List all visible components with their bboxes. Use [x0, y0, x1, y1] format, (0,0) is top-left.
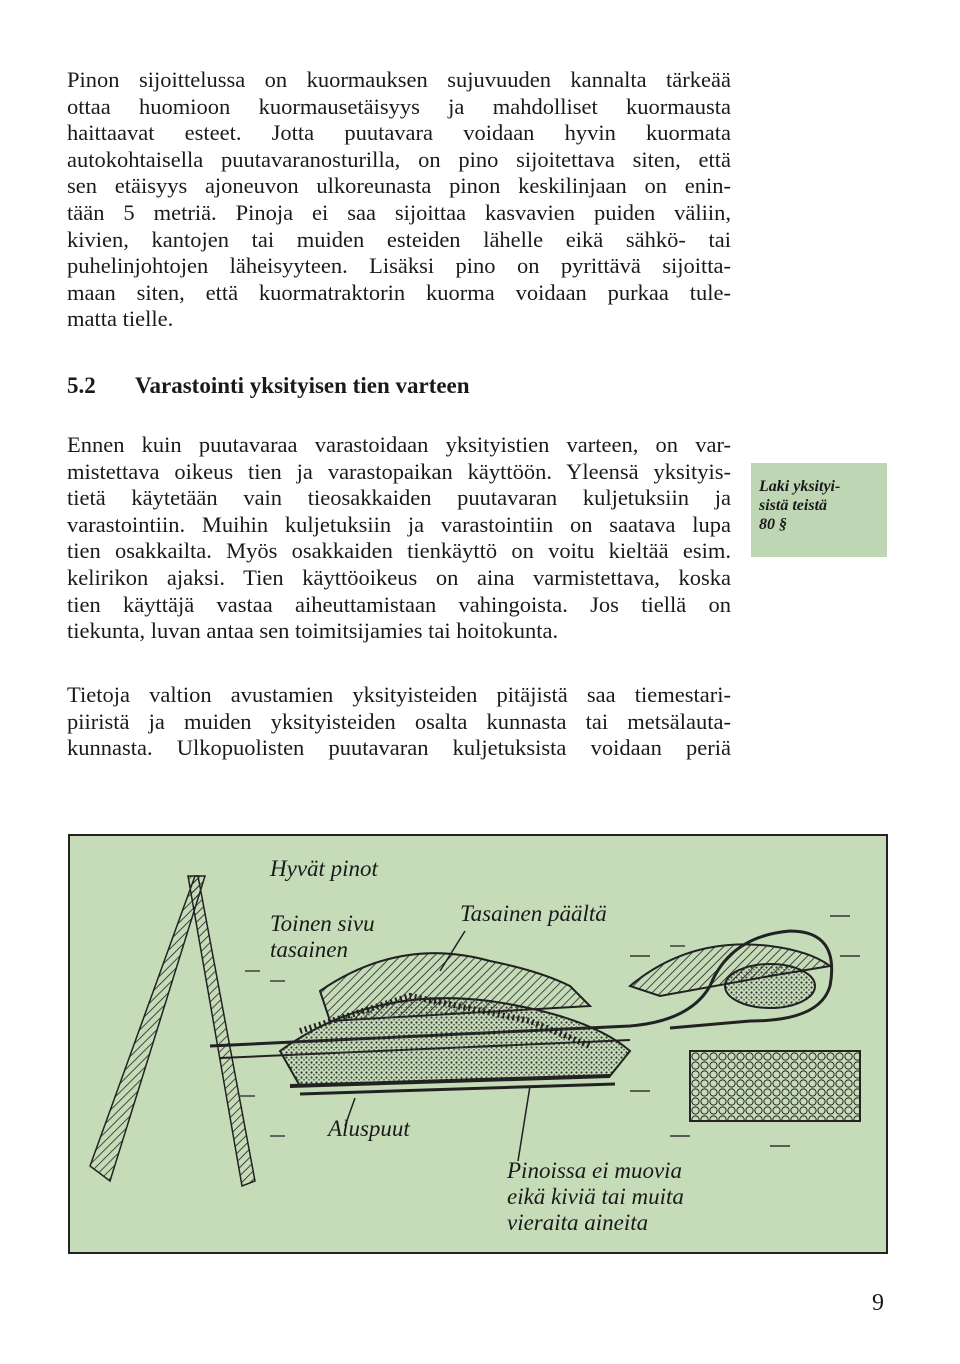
margin-note-line: Laki yksityi-: [759, 478, 841, 495]
text-line: tietä käytetään vain tieosakkaiden puutavaran kuljetuksiin ja: [67, 485, 731, 511]
label-toinen-sivu: [270, 911, 375, 963]
text-line: tien käyttäjä vastaa aiheuttamistaan vahingoista. Jos tiellä on: [67, 591, 731, 617]
label-line: eikä kiviä tai muita: [507, 1184, 684, 1209]
text-line: tiekunta, luvan antaa sen toimitsijamies tai hoitokunta.: [67, 618, 559, 644]
text-line: kivien, kantojen tai muiden esteiden lähelle eikä sähkö- tai: [67, 226, 731, 252]
text-line: kunnasta. Ulkopuolisten puutavaran kuljetuksista voidaan periä: [67, 735, 731, 761]
section-heading: [67, 373, 470, 399]
text-line: varastointiin. Muihin kuljetuksiin ja varastointiin on saatava lupa: [67, 511, 731, 537]
text-line: haittaavat esteet. Jotta puutavara voidaan hyvin kuormata: [67, 120, 731, 146]
text-line: matta tielle.: [67, 306, 174, 332]
road-edge-right: [188, 876, 255, 1186]
label-line: vieraita aineita: [507, 1210, 649, 1235]
timber-pile-illustration: [68, 834, 888, 1254]
label-tasainen-paalta: Tasainen päältä: [460, 901, 607, 926]
road-edge-left: [90, 876, 205, 1181]
figure-title: Hyvät pinot: [270, 856, 378, 881]
text-line: tien osakkailta. Myös osakkaiden tienkäyttö on voitu kieltää esim.: [67, 538, 731, 564]
margin-note: [751, 463, 887, 557]
text-line: sen etäisyys ajoneuvon ulkoreunasta pinon keskilinjaan on enin-: [67, 173, 731, 199]
margin-note-line: 80 §: [759, 516, 787, 533]
label-line: tasainen: [270, 937, 348, 962]
margin-note-line: sistä teistä: [759, 497, 828, 514]
text-line: Tietoja valtion avustamien yksityisteiden pitäjistä saa tiemestari-: [67, 682, 731, 707]
text-line: piiristä ja muiden yksityisteiden osalta kunnasta tai metsälauta-: [67, 708, 731, 734]
text-line: maan siten, että kuormatraktorin kuorma voidaan purkaa tule-: [67, 279, 731, 305]
text-line: mistettava oikeus tien ja varastopaikan käyttöön. Yleensä yksityis-: [67, 458, 731, 484]
label-line: Pinoissa ei muovia: [507, 1158, 683, 1183]
log-ends: [690, 1051, 860, 1121]
label-pinoissa: [507, 1158, 684, 1236]
paragraph-2: [67, 432, 731, 645]
text-line: puhelinjohtojen läheisyyteen. Lisäksi pino on pyrittävä sijoitta-: [67, 253, 731, 279]
leader-line: [518, 1086, 530, 1161]
page-number: 9: [872, 1290, 884, 1316]
paragraph-1: [67, 67, 731, 333]
pile-drawing: [70, 836, 886, 1252]
label-aluspuut: Aluspuut: [328, 1116, 410, 1141]
text-line: autokohtaisella puutavaranosturilla, on pino sijoitettava siten, että: [67, 146, 731, 172]
text-line: ottaa huomioon kuormausetäisyys ja mahdolliset kuormausta: [67, 93, 731, 119]
paragraph-3: [67, 682, 731, 762]
text-line: Pinon sijoittelussa on kuormauksen sujuvuuden kannalta tärkeää: [67, 67, 731, 92]
text-line: tään 5 metriä. Pinoja ei saa sijoittaa kasvavien puiden väliin,: [67, 199, 731, 225]
text-line: kelirikon ajaksi. Tien käyttöoikeus on aina varmistettava, koska: [67, 564, 731, 590]
label-line: Toinen sivu: [270, 911, 375, 936]
section-title: Varastointi yksityisen tien varteen: [135, 373, 470, 398]
text-line: Ennen kuin puutavaraa varastoidaan yksityistien varteen, on var-: [67, 432, 731, 457]
section-number: 5.2: [67, 373, 96, 398]
